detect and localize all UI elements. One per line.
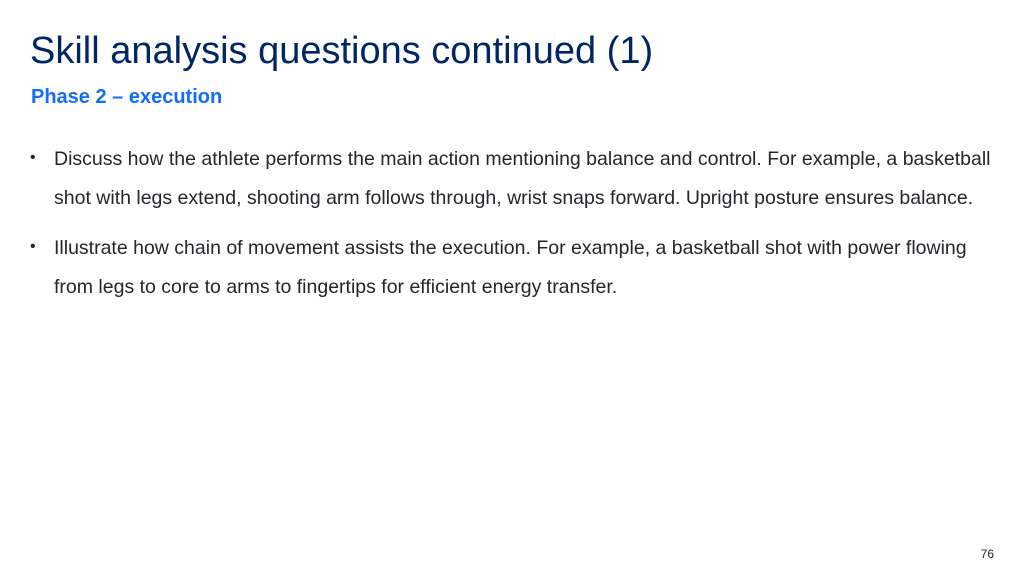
slide-title: Skill analysis questions continued (1)	[30, 30, 654, 72]
bullet-item	[30, 140, 1000, 217]
bullet-text: Discuss how the athlete performs the main action mentioning balance and control. For example, a basketball shot with legs extend, shooting arm follows through, wrist snaps forward. Upright posture ensures balance.	[54, 148, 991, 209]
bullet-text: Illustrate how chain of movement assists the execution. For example, a basketball shot with power flowing from legs to core to arms to fingertips for efficient energy transfer.	[54, 237, 967, 298]
page-number: 76	[980, 547, 994, 561]
slide-subtitle: Phase 2 – execution	[31, 86, 223, 108]
bullet-item	[30, 229, 1000, 306]
bullet-icon: •	[30, 238, 36, 255]
bullet-icon: •	[30, 149, 36, 166]
bullet-list	[30, 140, 1000, 318]
